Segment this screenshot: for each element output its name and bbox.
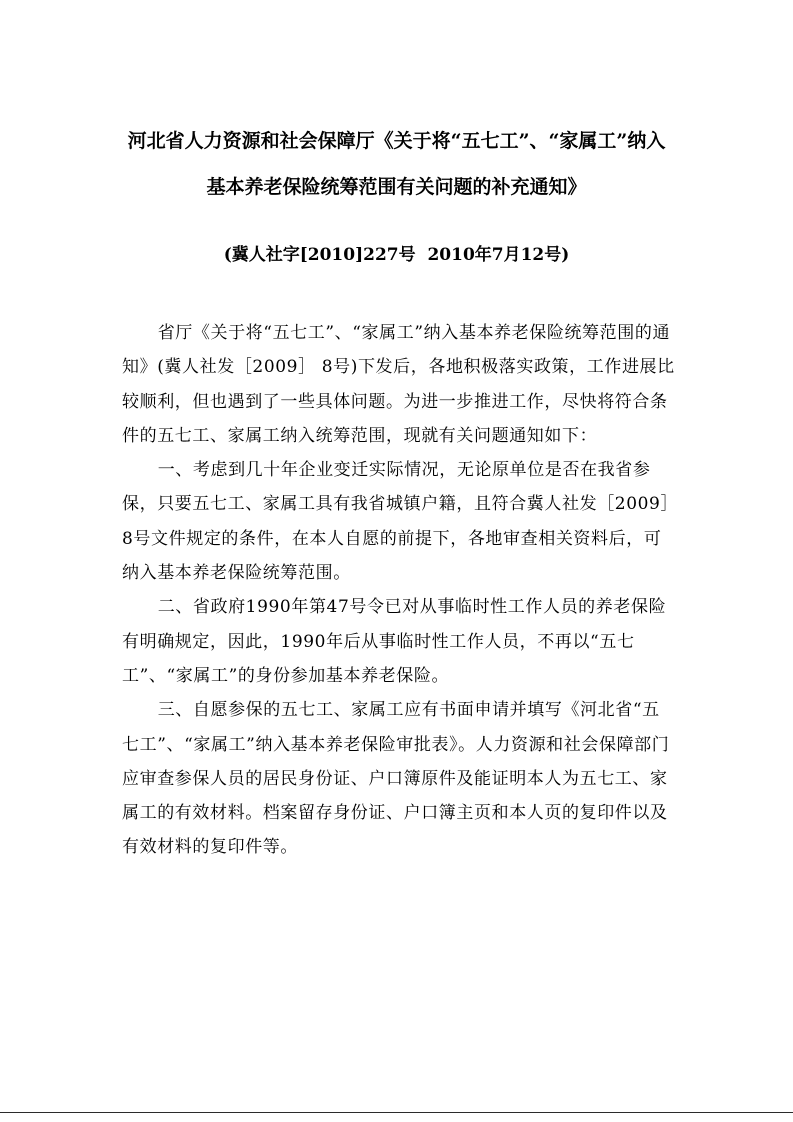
document-number: (冀人社字[2010]227号 2010年7月12号) — [223, 245, 570, 265]
paragraph-intro: 省厅《关于将“五七工”、“家属工”纳入基本养老保险统筹范围的通知》(冀人社发［2009］ 8号)下发后，各地积极落实政策，工作进展比较顺利，但也遇到了一些具体问题。为进一步推进工作，尽快将符合条件的五七工、家属工纳入统筹范围，现就有关问题通知如下： — [122, 323, 675, 446]
document-body — [122, 316, 675, 865]
paragraph-item-3: 三、自愿参保的五七工、家属工应有书面申请并填写《河北省“五七工”、“家属工”纳入基本养老保险审批表》。人力资源和社会保障部门应审查参保人员的居民身份证、户口簿原件及能证明本人为五七工、家属工的有效材料。档案留存身份证、户口簿主页和本人页的复印件以及有效材料的复印件等。 — [122, 700, 670, 858]
paragraph-item-2: 二、省政府1990年第47号令已对从事临时性工作人员的养老保险有明确规定，因此，1990年后从事临时性工作人员，不再以“五七工”、“家属工”的身份参加基本养老保险。 — [122, 597, 667, 686]
page-bottom-divider — [0, 1112, 793, 1113]
document-title-line-2: 基本养老保险统筹范围有关问题的补充通知》 — [206, 176, 587, 198]
document-title-line-1: 河北省人力资源和社会保障厅《关于将“五七工”、“家属工”纳入 — [127, 130, 666, 152]
paragraph-item-1: 一、考虑到几十年企业变迁实际情况，无论原单位是否在我省参保，只要五七工、家属工具有我省城镇户籍，且符合冀人社发［2009］8号文件规定的条件，在本人自愿的前提下，各地审查相关资料后，可纳入基本养老保险统筹范围。 — [122, 460, 670, 584]
